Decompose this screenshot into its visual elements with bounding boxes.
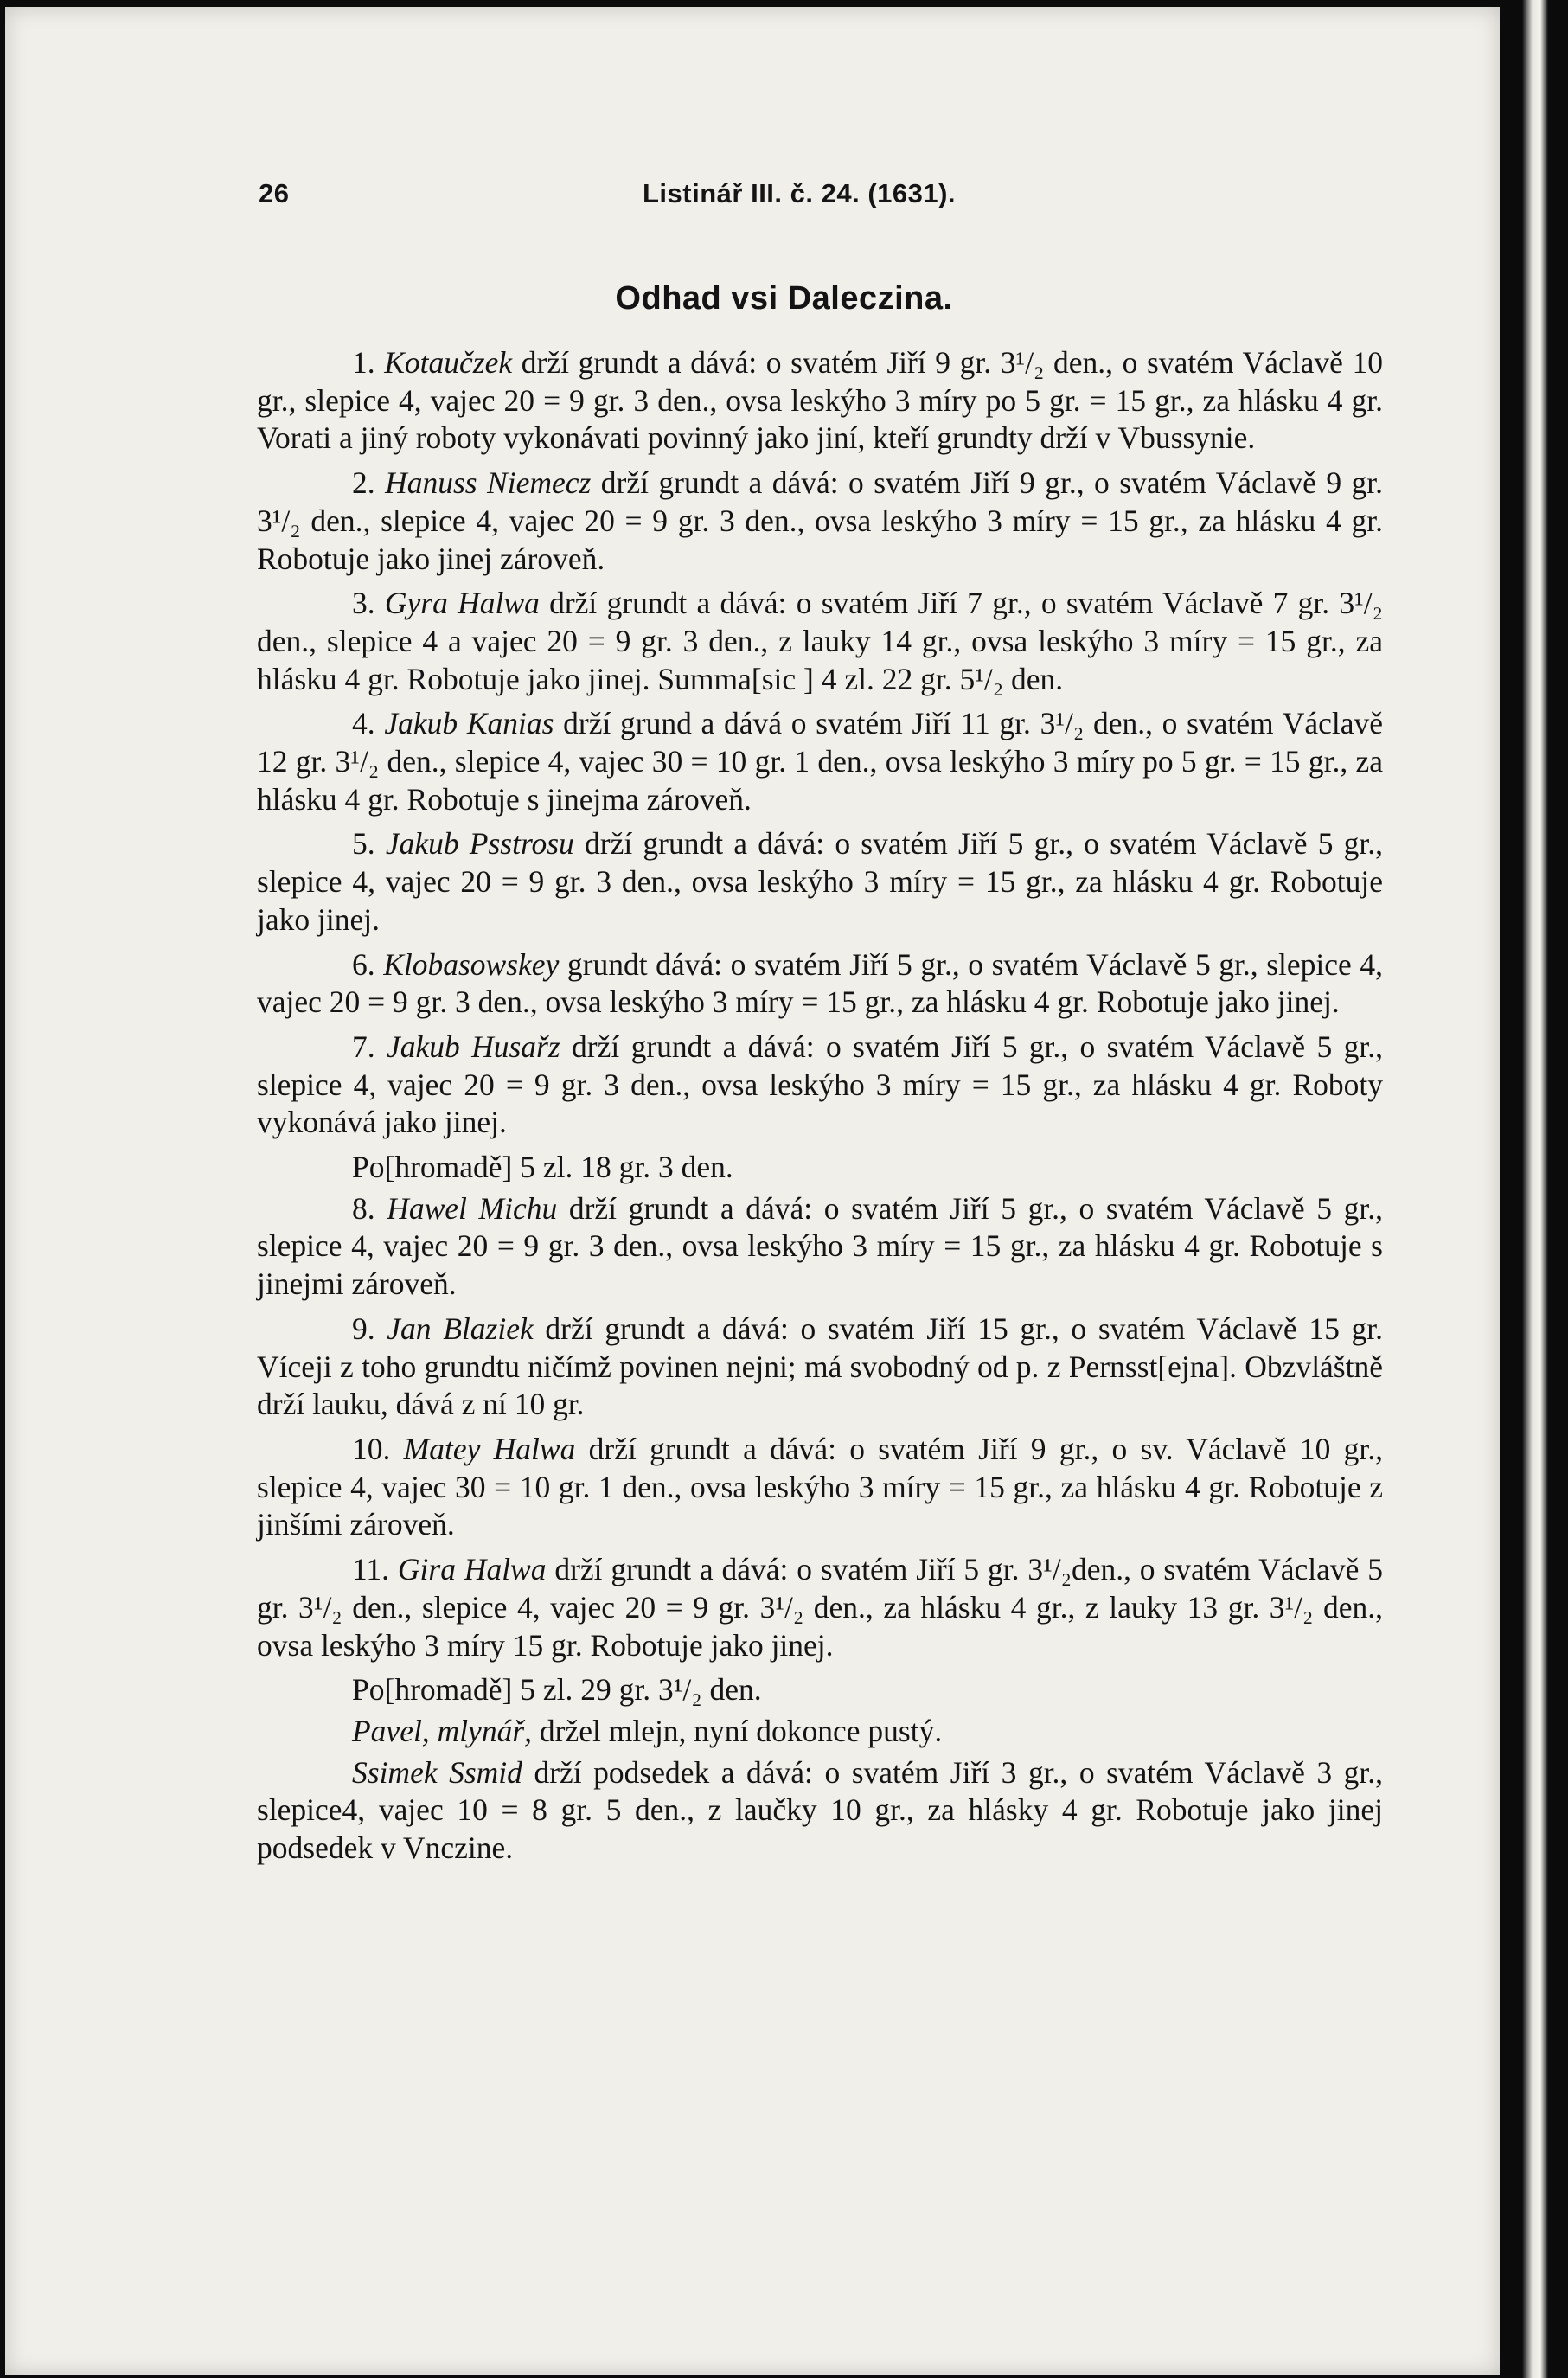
entry-9: [257, 1311, 1383, 1424]
entry-text: drží grundt a dává: o svatém Jiří 5 gr. 3¹/₂den., o svatém Václavě 5 gr. 3¹/₂ den., slepice 4, vajec 20 = 9 gr. 3¹/₂ den., za hlásku 4 gr., z lauky 13 gr. 3¹/₂ den., ovsa leskýho 3 míry 15 gr. Robotuje jako jinej.: [257, 1552, 1384, 1663]
miller-entry: [257, 1713, 1383, 1751]
subtotal-2: Po[hromadě] 5 zl. 29 gr. 3¹/₂ den.: [352, 1672, 762, 1708]
entry-name: Jan Blaziek: [387, 1311, 534, 1346]
document-body: [257, 344, 1383, 1875]
entry-text: drží grundt a dává: o svatém Jiří 9 gr. 3¹/₂ den., o svatém Václavě 10 gr., slepice 4, vajec 20 = 9 gr. 3 den., ovsa leskýho 3 míry po 5 gr. = 15 gr., za hlásku 4 gr. Vorati a jiný roboty vykonávati povinný jako jiní, kteří grundty drží v Vbussynie.: [257, 345, 1383, 456]
entry-text: drží grundt a dává: o svatém Jiří 5 gr., o svatém Václavě 5 gr., slepice 4, vajec 20 = 9 gr. 3 den., ovsa leskýho 3 míry = 15 gr., za hlásku 4 gr. Robotuje jako jinej.: [257, 826, 1384, 937]
entry-text: drží grund a dává o svatém Jiří 11 gr. 3¹/₂ den., o svatém Václavě 12 gr. 3¹/₂ den., slepice 4, vajec 30 = 10 gr. 1 den., ovsa leskýho 3 míry po 5 gr. = 15 gr., za hlásku 4 gr. Robotuje s jinejma zároveň.: [257, 706, 1384, 817]
entry-name: Klobasowskey: [383, 946, 560, 982]
entry-4: [257, 705, 1383, 818]
entry-name: Matey Halwa: [403, 1431, 576, 1466]
entry-number: 6.: [352, 946, 375, 982]
running-head: Listinář III. č. 24. (1631).: [643, 178, 957, 208]
entry-number: 10.: [352, 1431, 391, 1466]
entry-number: 1.: [352, 345, 375, 380]
entry-10: [257, 1431, 1383, 1544]
entry-name: Hanuss Niemecz: [385, 465, 592, 501]
entry-text: drží grundt a dává: o svatém Jiří 9 gr., o svatém Václavě 9 gr. 3¹/₂ den., slepice 4, vajec 20 = 9 gr. 3 den., ovsa leskýho 3 míry = 15 gr., za hlásku 4 gr. Robotuje jako jinej zároveň.: [257, 465, 1384, 576]
entry-number: 8.: [352, 1190, 375, 1226]
entry-text: drží podsedek a dává: o svatém Jiří 3 gr., o svatém Václavě 3 gr., slepice4, vajec 10 = 8 gr. 5 den., z laučky 10 gr., za hlásky 4 gr. Robotuje jako jinej podsedek v Vnczine.: [257, 1754, 1383, 1866]
entry-number: 11.: [352, 1552, 390, 1587]
entry-name: Pavel, mlynář,: [352, 1713, 533, 1748]
entry-number: 4.: [352, 706, 375, 741]
document-title: Odhad vsi Daleczina.: [615, 280, 953, 317]
adjacent-page-edge: [1522, 0, 1548, 2378]
entry-1: [257, 344, 1383, 458]
entry-name: Gira Halwa: [397, 1552, 547, 1587]
entry-number: 7.: [352, 1029, 375, 1064]
entry-5: [257, 825, 1383, 939]
entry-7: [257, 1029, 1383, 1142]
subtotal-1: Po[hromadě] 5 zl. 18 gr. 3 den.: [352, 1150, 733, 1185]
entry-text: drží grundt a dává: o svatém Jiří 7 gr., o svatém Václavě 7 gr. 3¹/₂ den., slepice 4 a vajec 20 = 9 gr. 3 den., z lauky 14 gr., ovsa leskýho 3 míry = 15 gr., za hlásku 4 gr. Robotuje jako jinej. Summa[sic ] 4 zl. 22 gr. 5¹/₂ den.: [257, 586, 1384, 696]
entry-number: 9.: [352, 1311, 375, 1346]
entry-name: Gyra Halwa: [384, 586, 540, 621]
entry-name: Jakub Psstrosu: [385, 826, 574, 862]
smith-entry: [257, 1754, 1383, 1868]
entry-name: Jakub Kanias: [384, 706, 554, 741]
entry-text: drží grundt a dává: o svatém Jiří 5 gr., o svatém Václavě 5 gr., slepice 4, vajec 20 = 9 gr. 3 den., ovsa leskýho 3 míry = 15 gr., za hlásku 4 gr. Robotuje s jinejmi zároveň.: [257, 1190, 1383, 1302]
entry-text: drží grundt a dává: o svatém Jiří 5 gr., o svatém Václavě 5 gr., slepice 4, vajec 20 = 9 gr. 3 den., ovsa leskýho 3 míry = 15 gr., za hlásku 4 gr. Roboty vykonává jako jinej.: [257, 1029, 1383, 1140]
entry-text: drží grundt a dává: o svatém Jiří 9 gr., o sv. Václavě 10 gr., slepice 4, vajec 30 = 10 gr. 1 den., ovsa leskýho 3 míry = 15 gr., za hlásku 4 gr. Robotuje z jinšími zároveň.: [257, 1431, 1383, 1542]
entry-number: 3.: [352, 586, 375, 621]
page-number: 26: [259, 178, 290, 208]
entry-text: drží grundt a dává: o svatém Jiří 15 gr., o svatém Václavě 15 gr. Víceji z toho grundtu ničímž povinen nejni; má svobodný od p. z Pernsst[ejna]. Obzvláštně drží lauku, dává z ní 10 gr.: [257, 1311, 1384, 1422]
entry-6: [257, 946, 1383, 1022]
entry-name: Ssimek Ssmid: [352, 1754, 522, 1790]
entry-11: [257, 1551, 1383, 1664]
entry-number: 2.: [352, 465, 375, 501]
entry-name: Hawel Michu: [387, 1190, 558, 1226]
entry-3: [257, 585, 1383, 698]
entry-text: grundt dává: o svatém Jiří 5 gr., o svatém Václavě 5 gr., slepice 4, vajec 20 = 9 gr. 3 den., ovsa leskýho 3 míry = 15 gr., za hlásku 4 gr. Robotuje jako jinej.: [257, 946, 1383, 1020]
entry-number: 5.: [352, 826, 375, 862]
page-header: [0, 178, 1568, 221]
entry-text: držel mlejn, nyní dokonce pustý.: [532, 1713, 943, 1748]
entry-2: [257, 465, 1383, 578]
entry-8: [257, 1190, 1383, 1304]
entry-name: Kotaučzek: [384, 345, 513, 380]
entry-name: Jakub Husařz: [386, 1029, 560, 1064]
